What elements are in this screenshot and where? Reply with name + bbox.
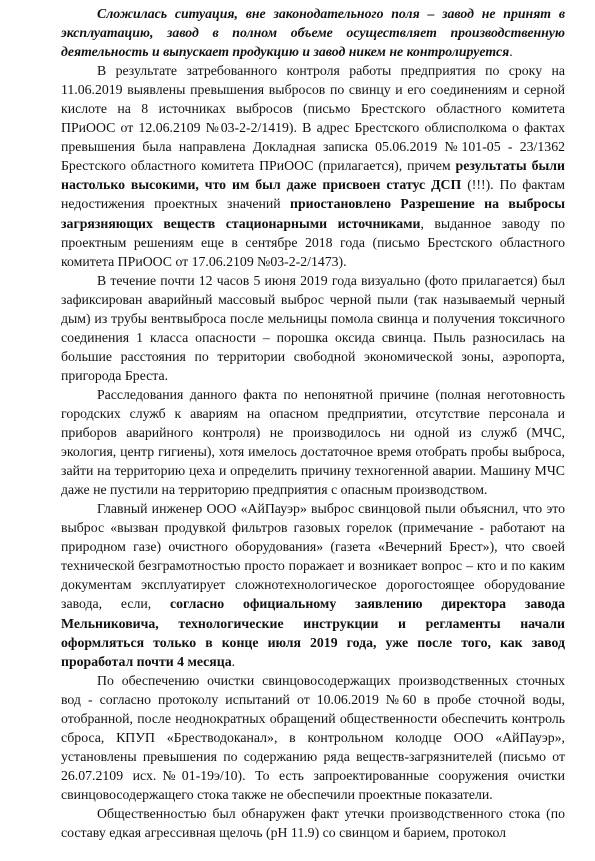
text-span: Сложилась ситуация, вне законодательного поля – завод не принят в эксплуатацию, завод в полном объеме осуществляет производственную деятельность и выпускает продукцию и завод никем не контролируется [61,6,565,60]
text-span: Общественностью был обнаружен факт утечки производственного стока (по составу едкая агрессивная щелочь (рН 11.9) со свинцом и барием, протокол [61,805,565,841]
text-span: согласно официальному заявлению директора завода Мельниковича, технологические инструкции и регламенты начали оформляться только в конце июля 2019 года, уже после того, как завод проработал почти 4 месяца [61,596,566,669]
text-span: В течение почти 12 часов 5 июня 2019 года визуально (фото прилагается) был зафиксирован аварийный массовый выброс черной пыли (так называемый черный дым) из трубы вентвыброса после мельницы помола свинца и получения токсичного соединения 1 класса опасности – порошка оксида свинца. Пыль разносилась на большие расстояния по территории свободной экономической зоны, аэропорта, пригорода Бреста. [61,272,565,383]
text-span: приостановлено Разрешение на выбросы загрязняющих веществ стационарными источниками [61,196,565,231]
paragraph-situation [61,4,565,61]
paragraph-leak [61,804,565,842]
paragraph-investigation [61,385,565,499]
text-span: Расследования данного факта по непонятной причине (полная неготовность городских служб к авариям на опасном предприятии, отсутствие персонала и приборов аварийного контроля) не производилось ни одной из служб (МЧС, экология, центр гигиены), хотя имелось достаточное время отобрать пробы выброса, зайти на территорию цеха и определить причину техногенной аварии. Машину МЧС даже не пустили на территорию предприятия с опасным производством. [61,386,565,498]
text-span: По обеспечению очистки свинцовосодержащих производственных сточных вод - согласно протоколу испытаний от 10.06.2019 №60 в пробе сточной воды, отобранной, после неоднократных обращений общественности обеспечить контроль сброса, КПУП «Брестводоканал», в контрольном колодце ООО «АйПауэр», установлены превышения по содержанию ряда веществ-загрязнителей (письмо от 26.07.2109 исх.№01-19э/10). То есть запроектированные сооружения очистки свинцовосодержащего стока также не обеспечили проектные показатели. [61,672,565,802]
paragraph-wastewater [61,671,565,804]
text-span: , выданное заводу по проектным решениям еще в сентябре 2018 года (письмо Брестского областного комитета ПРиООС от 17.06.2109 №03-2-2/1473). [61,215,565,269]
text-span: результаты были настолько высокими, что им был даже присвоен статус ДСП [61,158,565,193]
text-span: Главный инженер ООО «АйПауэр» выброс свинцовой пыли объяснил, что это выброс «вызван продувкой фильтров газовых горелок (примечание - работают на природном газе) очистного оборудования» (газета «Вечерний Брест»), что своей технической безграмотностью просто поражает и возникает вопрос – кто и по каким документам эксплуатирует сложнотехнологическое дорогостоящее оборудование завода, если, [61,501,565,612]
text-span: В результате затребованного контроля работы предприятия по сроку на 11.06.2019 выявлены превышения выбросов по свинцу и его соединениям и серной кислоте на 8 источниках выбросов (письмо Брестского областного комитета ПРиООС от 12.06.2109 №03-2-2/1419). В адрес Брестского облисполкома о фактах превышения была направлена Докладная записка 05.06.2019 №101-05 - 23/1362 Брестского областного комитета ПРиООС (прилагается), причем [61,63,565,174]
text-span: . [231,653,236,669]
text-span: . [509,44,513,60]
text-span: (!!!). По фактам недостижения проектных значений [61,177,565,212]
paragraph-control-results [61,61,565,271]
paragraph-emission-incident [61,271,565,385]
paragraph-chief-engineer [61,499,565,670]
